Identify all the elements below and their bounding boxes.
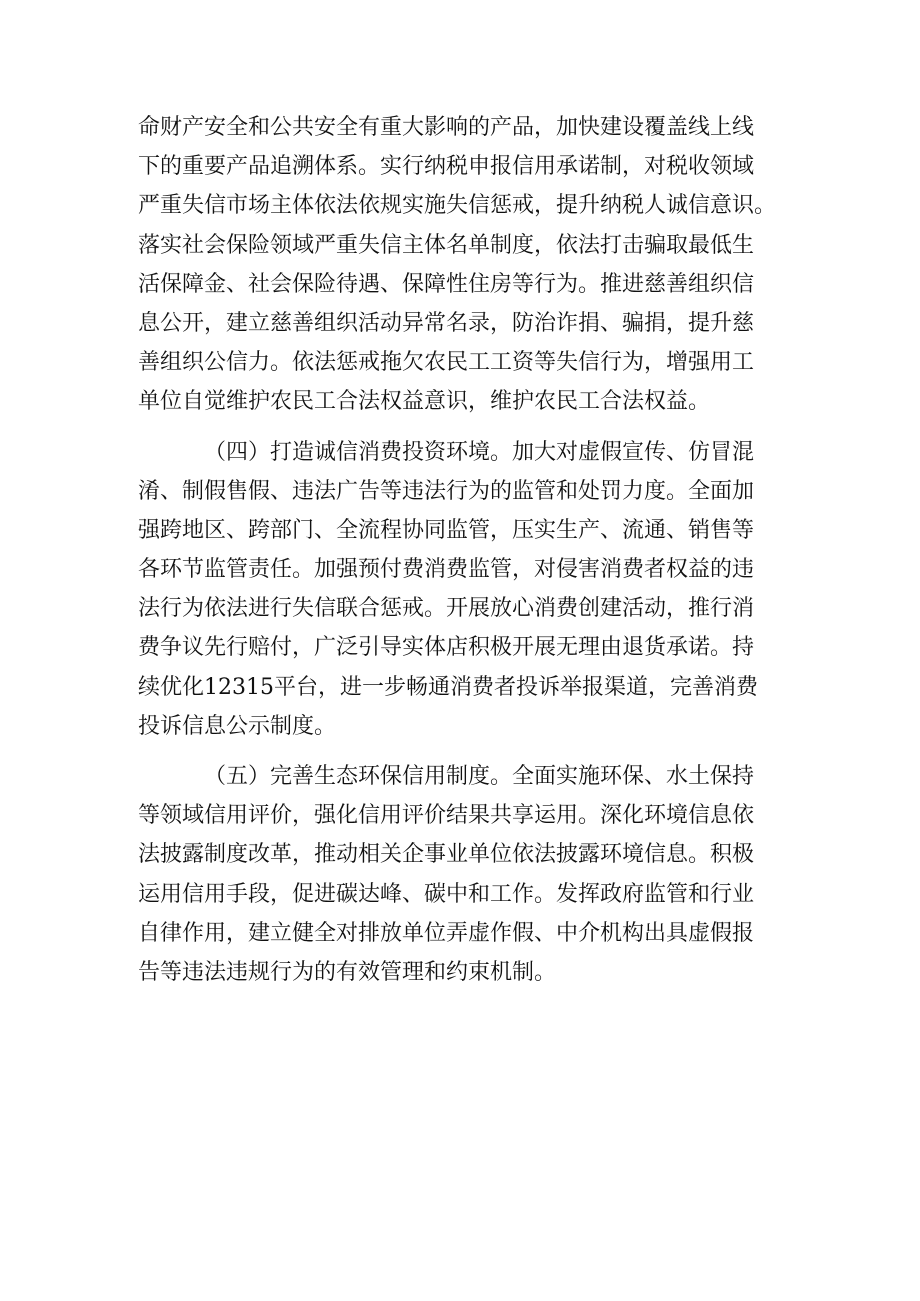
text-line: 淆、制假售假、违法广告等违法行为的监管和处罚力度。全面加 — [138, 478, 755, 504]
text-line: 续优化12315平台，进一步畅通消费者投诉举报渠道，完善消费 — [138, 674, 758, 700]
text-line: 告等违法违规行为的有效管理和约束机制。 — [138, 959, 557, 985]
text-line: 单位自觉维护农民工合法权益意识，维护农民工合法权益。 — [138, 389, 711, 415]
text-line: 善组织公信力。依法惩戒拖欠农民工工资等失信行为，增强用工 — [138, 350, 755, 376]
text-line: 自律作用，建立健全对排放单位弄虚作假、中介机构出具虚假报 — [138, 920, 755, 946]
section-five-heading-line: （五）完善生态环保信用制度。全面实施环保、水土保持 — [204, 764, 755, 789]
document-body — [138, 108, 828, 992]
paragraph-credit-systems — [138, 108, 828, 422]
text-line: 严重失信市场主体依法依规实施失信惩戒，提升纳税人诚信意识。 — [138, 193, 777, 219]
paragraph-section-five — [138, 757, 828, 992]
text-line: 投诉信息公示制度。 — [138, 713, 337, 739]
text-line: 落实社会保险领域严重失信主体名单制度，依法打击骗取最低生 — [138, 232, 755, 258]
text-line: 强跨地区、跨部门、全流程协同监管，压实生产、流通、销售等 — [138, 517, 755, 543]
text-line: 命财产安全和公共安全有重大影响的产品，加快建设覆盖线上线 — [138, 115, 755, 140]
section-four-heading-line: （四）打造诚信消费投资环境。加大对虚假宣传、仿冒混 — [204, 439, 755, 465]
text-line: 法披露制度改革，推动相关企事业单位依法披露环境信息。积极 — [138, 842, 755, 868]
paragraph-gap — [138, 746, 828, 757]
text-line: 等领域信用评价，强化信用评价结果共享运用。深化环境信息依 — [138, 803, 755, 829]
text-line: 运用信用手段，促进碳达峰、碳中和工作。发挥政府监管和行业 — [138, 881, 755, 907]
text-line: 下的重要产品追溯体系。实行纳税申报信用承诺制，对税收领域 — [138, 154, 755, 180]
paragraph-section-four — [138, 433, 828, 747]
text-line: 各环节监管责任。加强预付费消费监管，对侵害消费者权益的违 — [138, 557, 755, 583]
text-line: 法行为依法进行失信联合惩戒。开展放心消费创建活动，推行消 — [138, 596, 755, 622]
text-line: 活保障金、社会保险待遇、保障性住房等行为。推进慈善组织信 — [138, 271, 755, 297]
paragraph-gap — [138, 422, 828, 433]
text-line: 息公开，建立慈善组织活动异常名录，防治诈捐、骗捐，提升慈 — [138, 310, 755, 336]
text-line: 费争议先行赔付，广泛引导实体店积极开展无理由退货承诺。持 — [138, 635, 755, 661]
